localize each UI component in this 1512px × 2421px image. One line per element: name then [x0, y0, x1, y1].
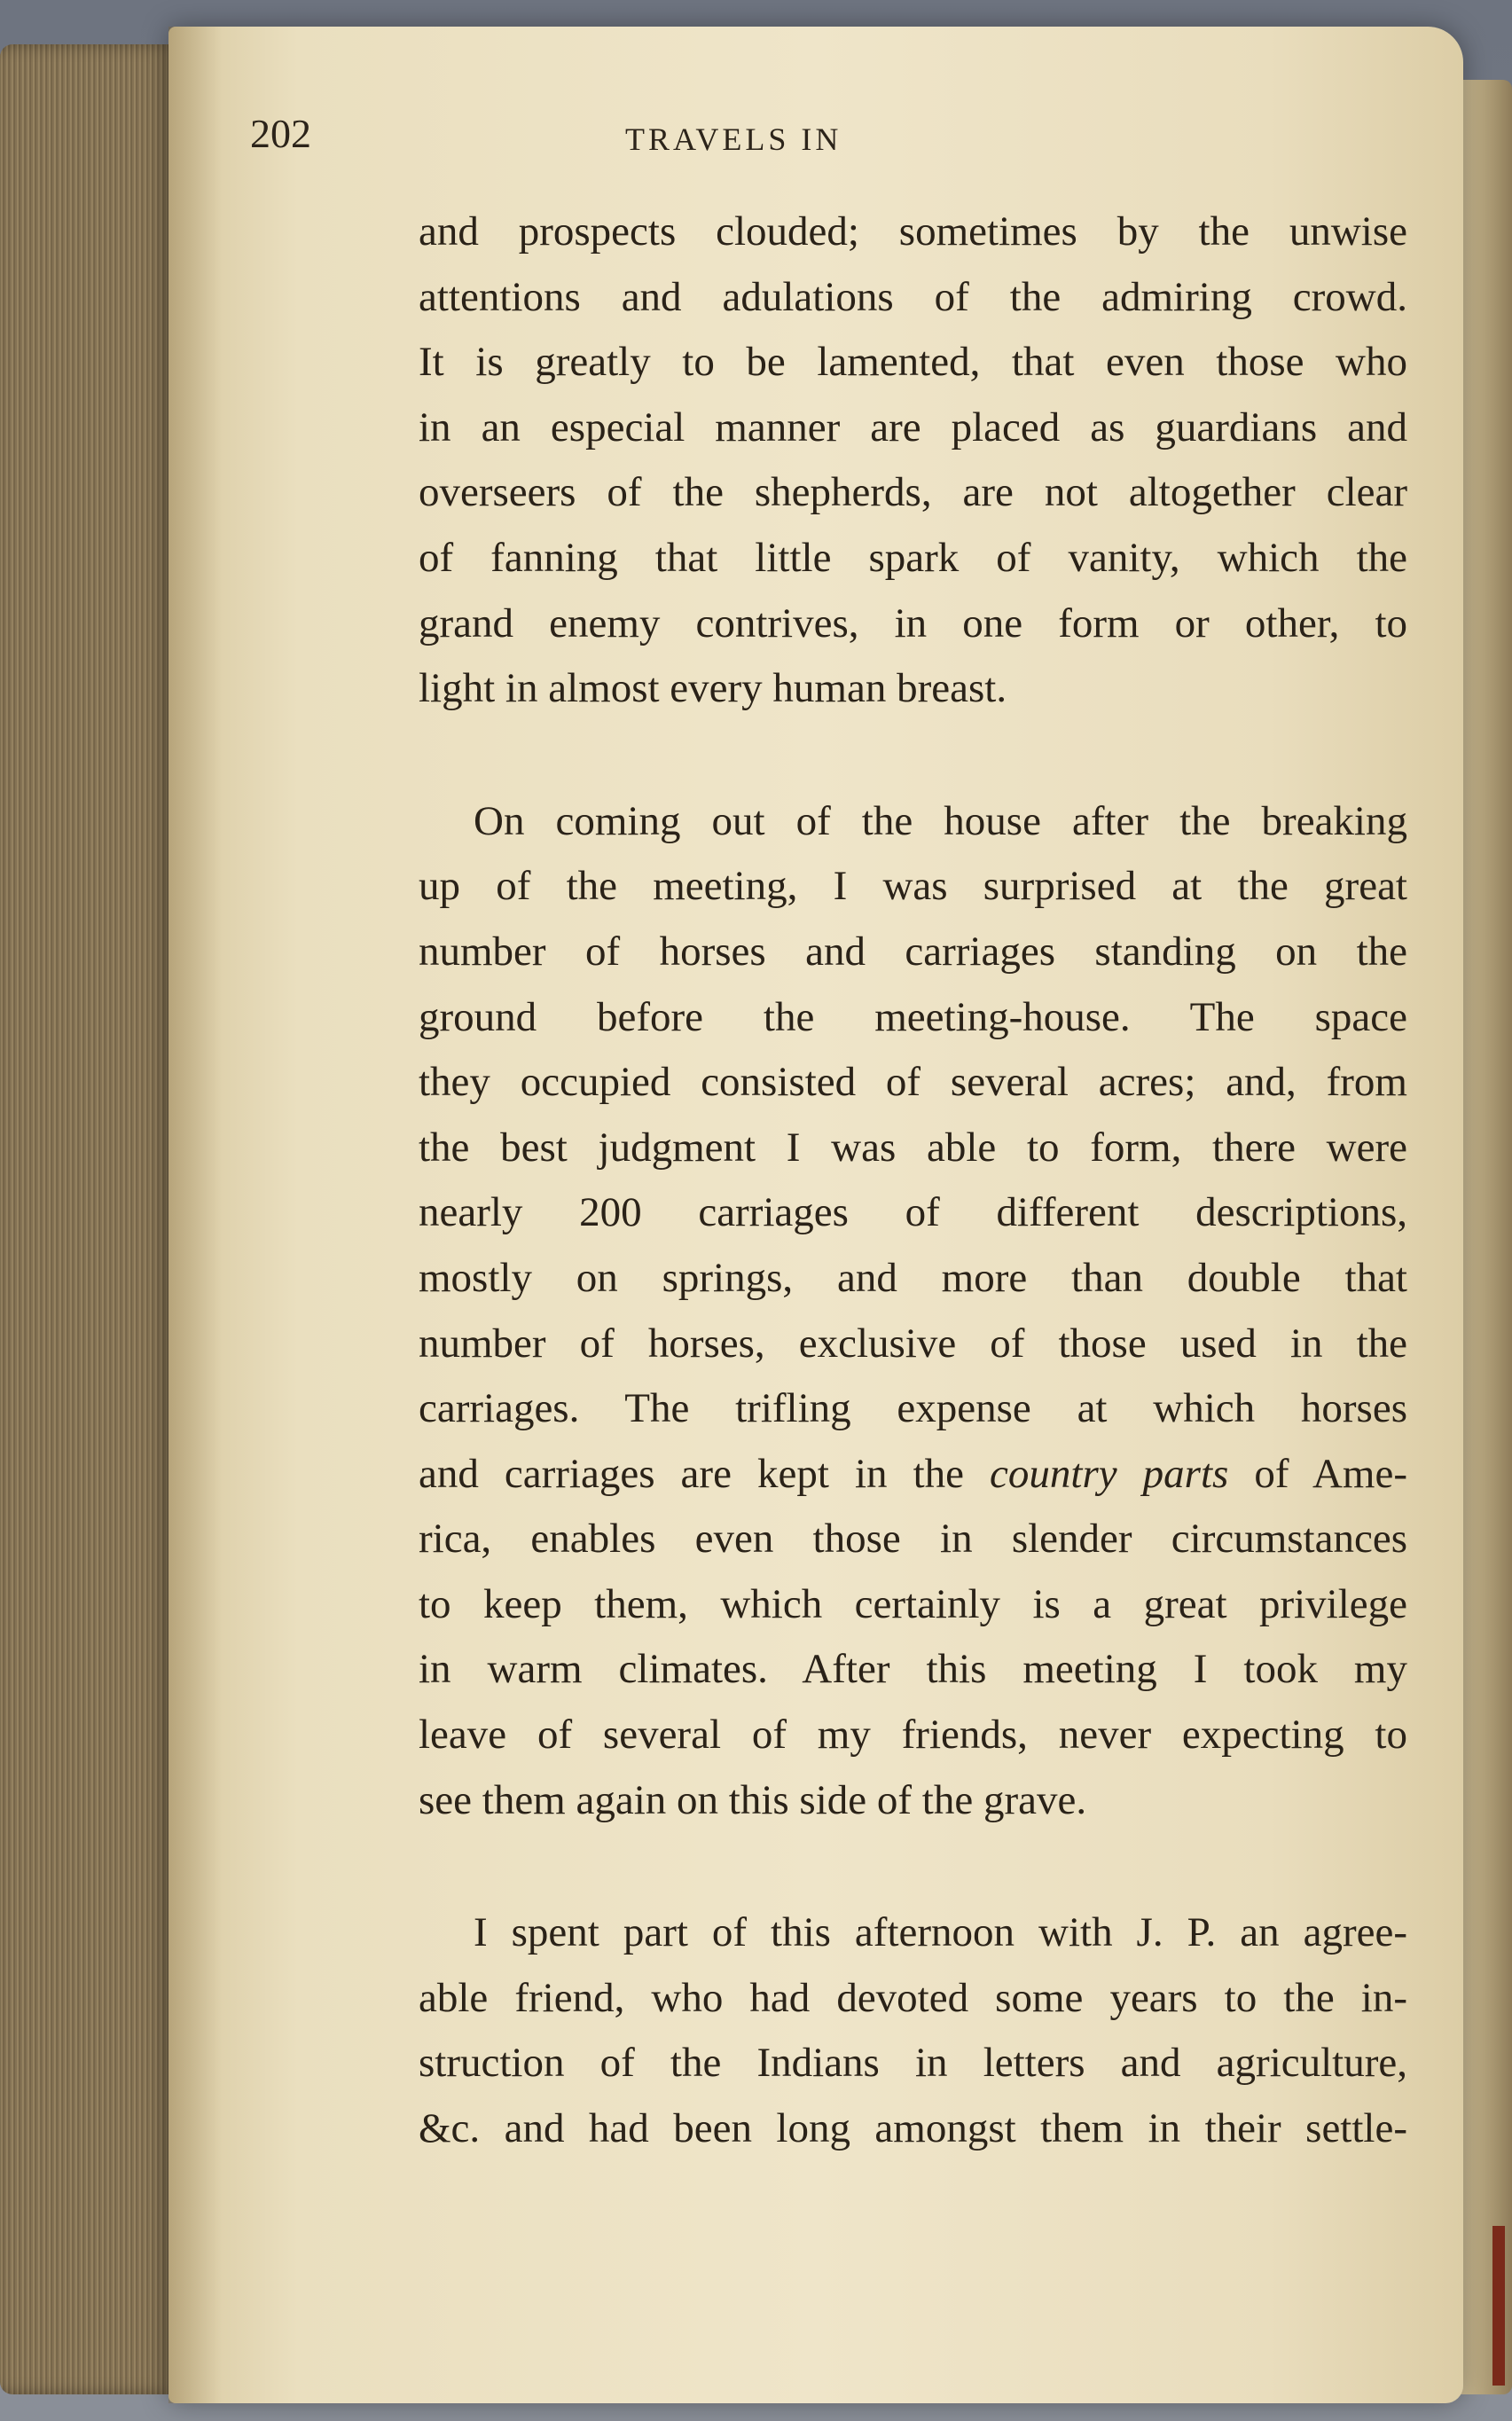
text-line: rica, enables even those in slender circumstances	[419, 1516, 1407, 1563]
text-line: &c. and had been long amongst them in their settle-	[419, 2105, 1407, 2152]
bookmark-ribbon	[1492, 2226, 1505, 2386]
text-line: attentions and adulations of the admiring crowd.	[419, 273, 1407, 320]
book-page-edges-left	[0, 44, 177, 2394]
text-line: overseers of the shepherds, are not altogether clear	[419, 469, 1407, 516]
text-line: number of horses, exclusive of those used in the	[419, 1320, 1407, 1367]
text-line: see them again on this side of the grave.	[419, 1776, 1087, 1823]
italic-phrase: country parts	[990, 1450, 1229, 1497]
paragraph-spacer	[419, 1833, 1407, 1900]
paragraph-2	[419, 789, 1407, 1834]
text-line: On coming out of the house after the breaking	[474, 797, 1407, 844]
text-line: It is greatly to be lamented, that even those who	[419, 339, 1407, 386]
text-line: in warm climates. After this meeting I took my	[419, 1646, 1407, 1693]
text-line: able friend, who had devoted some years to the in-	[419, 1974, 1407, 2021]
page-number: 202	[250, 111, 311, 156]
text-line: carriages. The trifling expense at which horses	[419, 1385, 1407, 1432]
text-line: the best judgment I was able to form, there were	[419, 1124, 1407, 1171]
text-line: light in almost every human breast.	[419, 665, 1007, 712]
text-line: mostly on springs, and more than double that	[419, 1254, 1407, 1301]
text-line: number of horses and carriages standing on the	[419, 928, 1407, 975]
text-line: of fanning that little spark of vanity, which the	[419, 534, 1407, 581]
text-segment: and carriages are kept in the	[419, 1450, 991, 1497]
text-line: leave of several of my friends, never expecting to	[419, 1712, 1407, 1759]
paragraph-spacer	[419, 722, 1407, 789]
running-head: TRAVELS IN	[625, 121, 842, 157]
paragraph-1	[419, 200, 1407, 722]
text-line: struction of the Indians in letters and agriculture,	[419, 2040, 1407, 2087]
text-line: they occupied consisted of several acres; and, from	[419, 1059, 1407, 1106]
text-line: I spent part of this afternoon with J. P. an agree-	[474, 1909, 1407, 1956]
text-line: to keep them, which certainly is a great privilege	[419, 1580, 1407, 1627]
text-line: grand enemy contrives, in one form or other, to	[419, 599, 1407, 646]
text-line: up of the meeting, I was surprised at the great	[419, 863, 1407, 910]
page-body	[419, 200, 1407, 2162]
text-line: in an especial manner are placed as guardians and	[419, 404, 1407, 451]
text-line: and prospects clouded; sometimes by the unwise	[419, 208, 1407, 255]
text-segment: of Ame-	[1228, 1450, 1407, 1497]
text-line: ground before the meeting-house. The space	[419, 993, 1407, 1040]
text-line-with-italic	[419, 1442, 1407, 1508]
text-line: nearly 200 carriages of different descriptions,	[419, 1189, 1407, 1236]
paragraph-3	[419, 1900, 1407, 2161]
